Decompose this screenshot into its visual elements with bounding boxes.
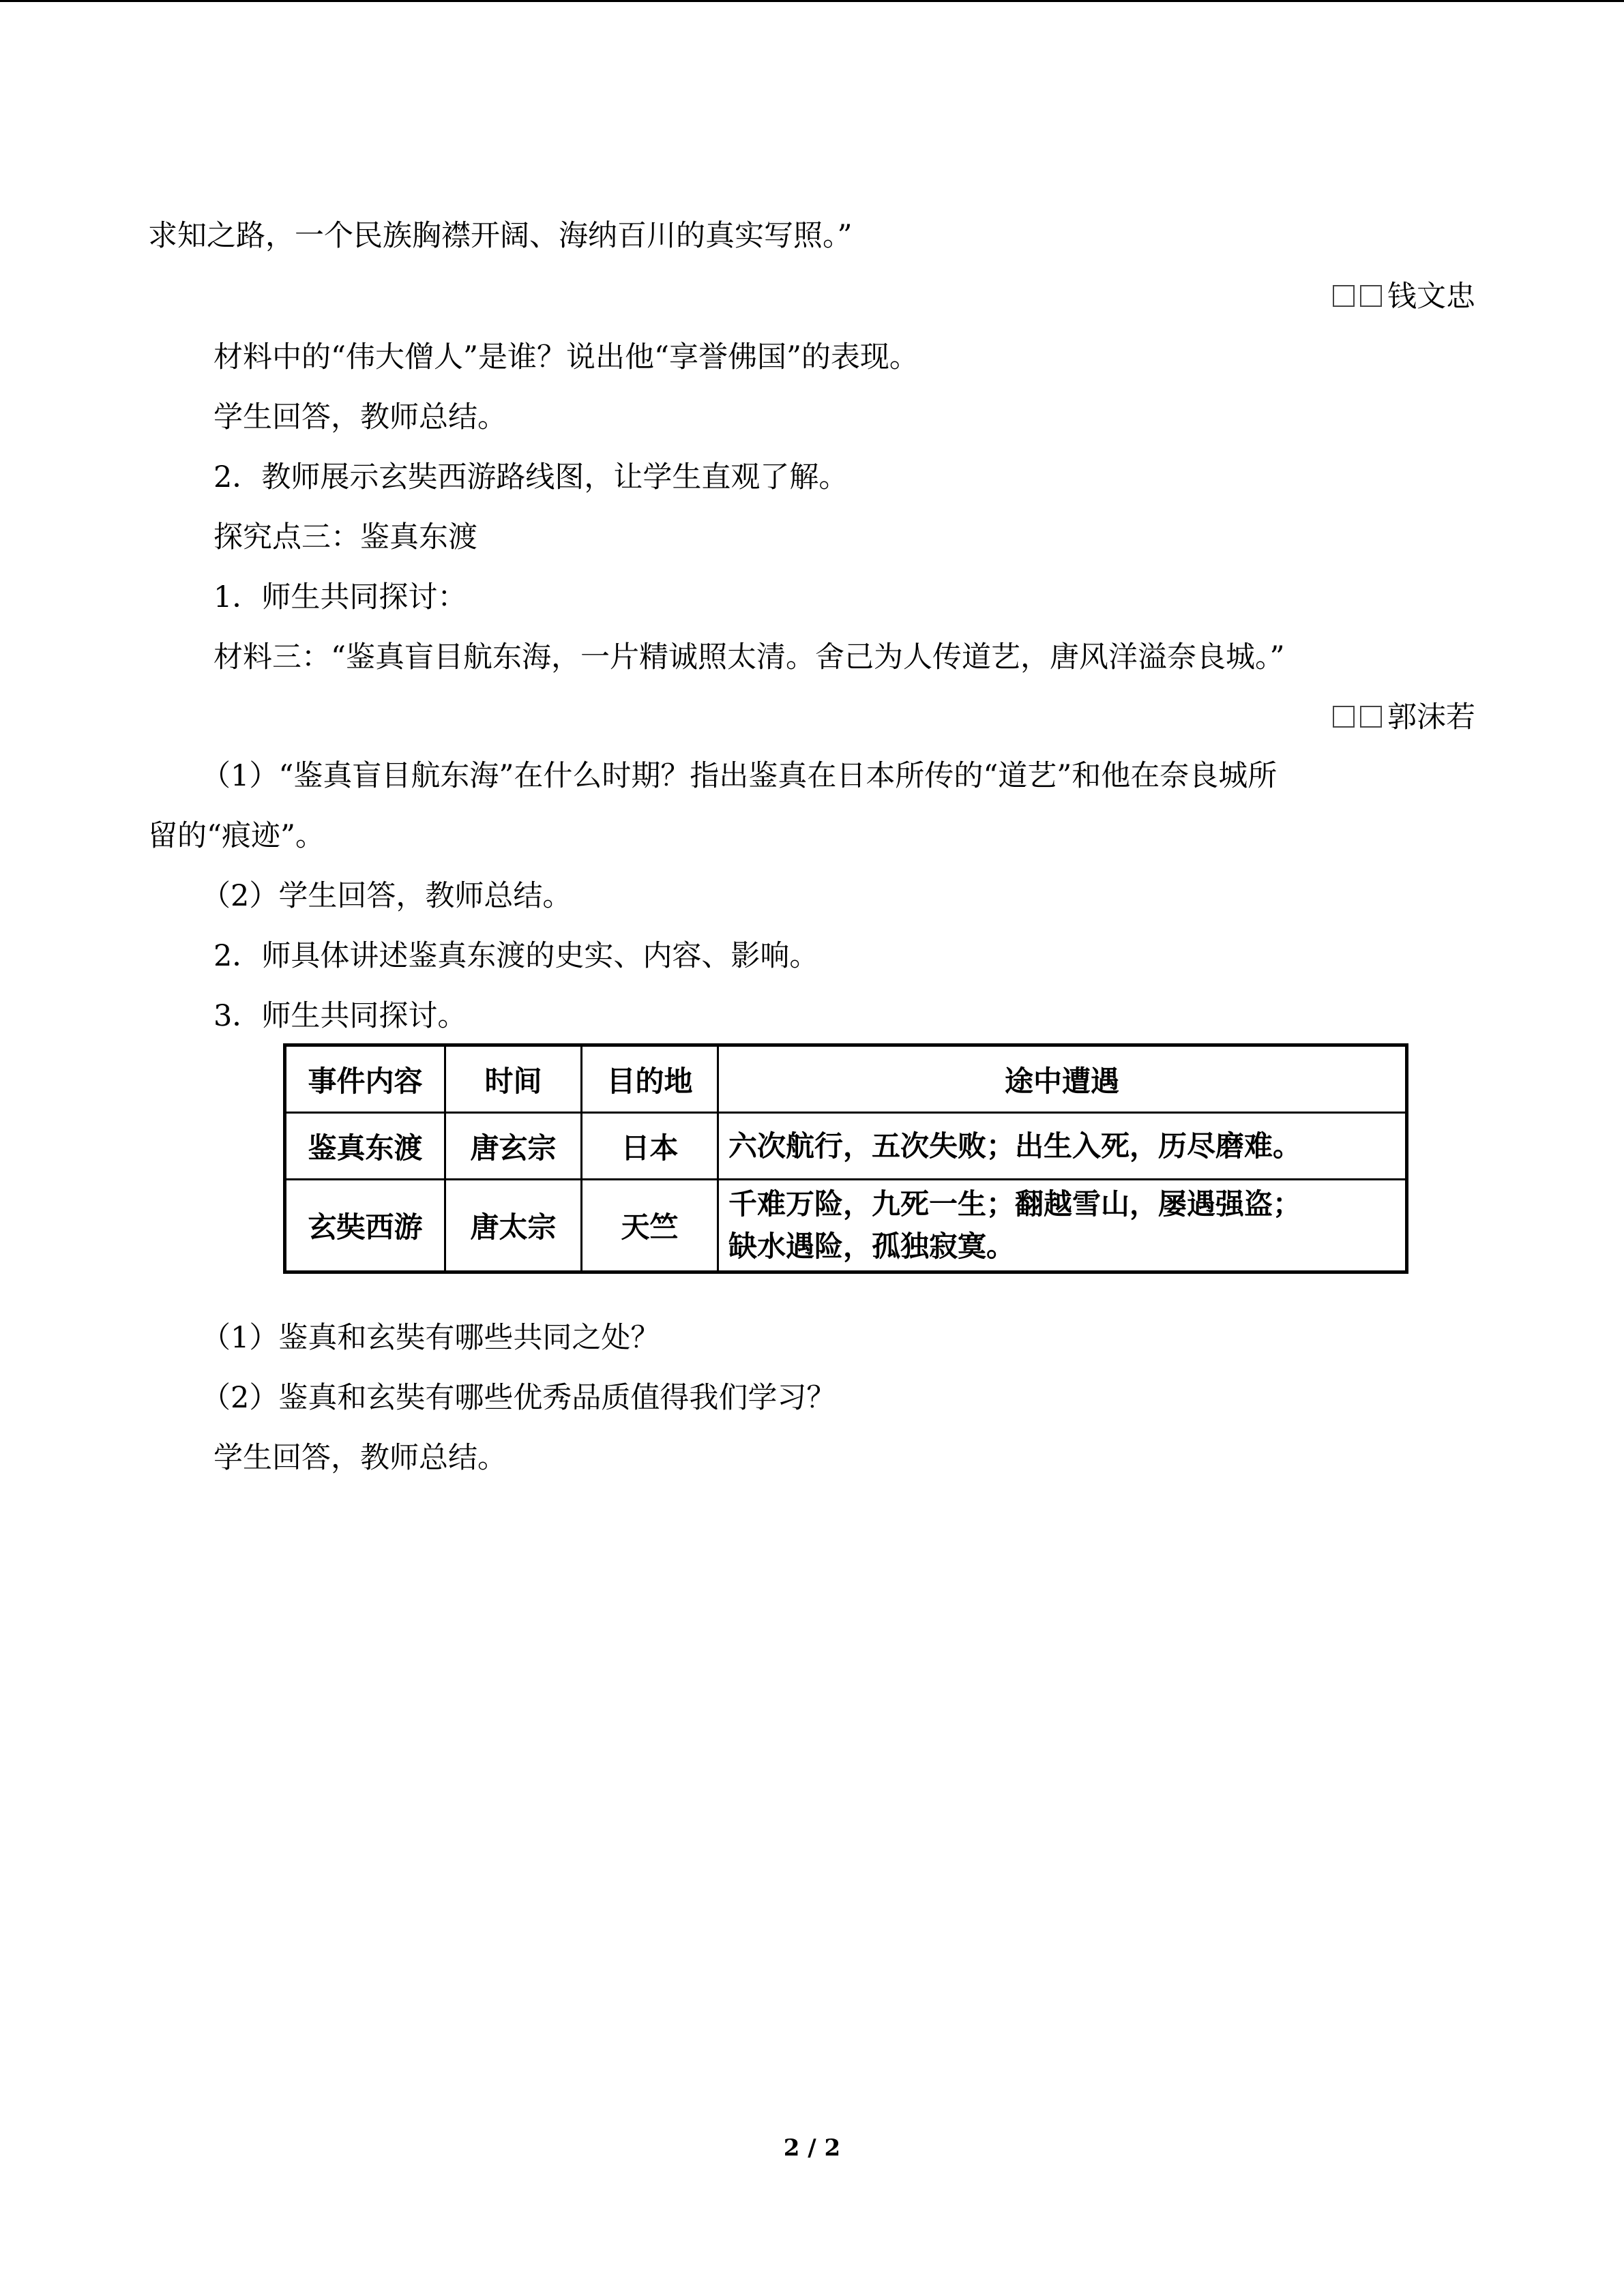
- table-header: 事件内容: [285, 1045, 445, 1113]
- table-cell: [718, 1180, 1407, 1272]
- body-line: 2．师具体讲述鉴真东渡的史实、内容、影响。: [213, 939, 819, 973]
- table-cell: 鉴真东渡: [285, 1113, 445, 1180]
- body-line: 学生回答，教师总结。: [213, 400, 507, 434]
- body-line: （2）学生回答，教师总结。: [201, 879, 572, 913]
- question: （1）鉴真和玄奘有哪些共同之处？: [201, 1321, 660, 1355]
- table-header: 目的地: [582, 1045, 718, 1113]
- top-border: [0, 0, 1624, 2]
- question: （2）鉴真和玄奘有哪些优秀品质值得我们学习？: [201, 1381, 836, 1415]
- body-line: 3．师生共同探讨。: [213, 999, 467, 1033]
- table-cell: 六次航行，五次失败；出生入死，历尽磨难。: [718, 1113, 1407, 1180]
- missing-glyph-box: [1360, 706, 1382, 728]
- missing-glyph-box: [1360, 285, 1382, 307]
- table-cell: 天竺: [582, 1180, 718, 1272]
- body-line: 1．师生共同探讨：: [213, 580, 467, 614]
- missing-glyph-box: [1333, 706, 1355, 728]
- table-row: [285, 1180, 1407, 1272]
- section-heading: 探究点三：鉴真东渡: [213, 520, 477, 554]
- missing-glyph-box: [1333, 285, 1355, 307]
- table-cell: 日本: [582, 1113, 718, 1180]
- page-number: 2 / 2: [783, 2134, 841, 2162]
- quote-attribution: 郭沫若: [1333, 697, 1475, 738]
- body-line: 2．教师展示玄奘西游路线图，让学生直观了解。: [213, 460, 848, 494]
- table-cell: 玄奘西游: [285, 1180, 445, 1272]
- table-header-row: [285, 1045, 1407, 1113]
- table-cell: 唐玄宗: [445, 1113, 582, 1180]
- table-cell: 唐太宗: [445, 1180, 582, 1272]
- table-row: [285, 1113, 1407, 1180]
- table-header: 途中遭遇: [718, 1045, 1407, 1113]
- material-quote: 材料三：“鉴真盲目航东海，一片精诚照太清。舍己为人传道艺，唐风洋溢奈良城。”: [213, 640, 1285, 674]
- cell-line: 缺水遇险，孤独寂寞。: [728, 1229, 1016, 1263]
- comparison-table: [283, 1043, 1408, 1274]
- quote-attribution: 钱文忠: [1333, 276, 1475, 317]
- question: 材料中的“伟大僧人”是谁？说出他“享誉佛国”的表现。: [213, 340, 919, 374]
- question-continued: 留的“痕迹”。: [148, 819, 325, 853]
- body-line: 求知之路，一个民族胸襟开阔、海纳百川的真实写照。”: [148, 219, 853, 253]
- table-header: 时间: [445, 1045, 582, 1113]
- body-line: 学生回答，教师总结。: [213, 1441, 507, 1475]
- question: （1）“鉴真盲目航东海”在什么时期？指出鉴真在日本所传的“道艺”和他在奈良城所: [201, 759, 1278, 793]
- cell-line: 千难万险，九死一生；翻越雪山，屡遇强盗；: [728, 1187, 1302, 1221]
